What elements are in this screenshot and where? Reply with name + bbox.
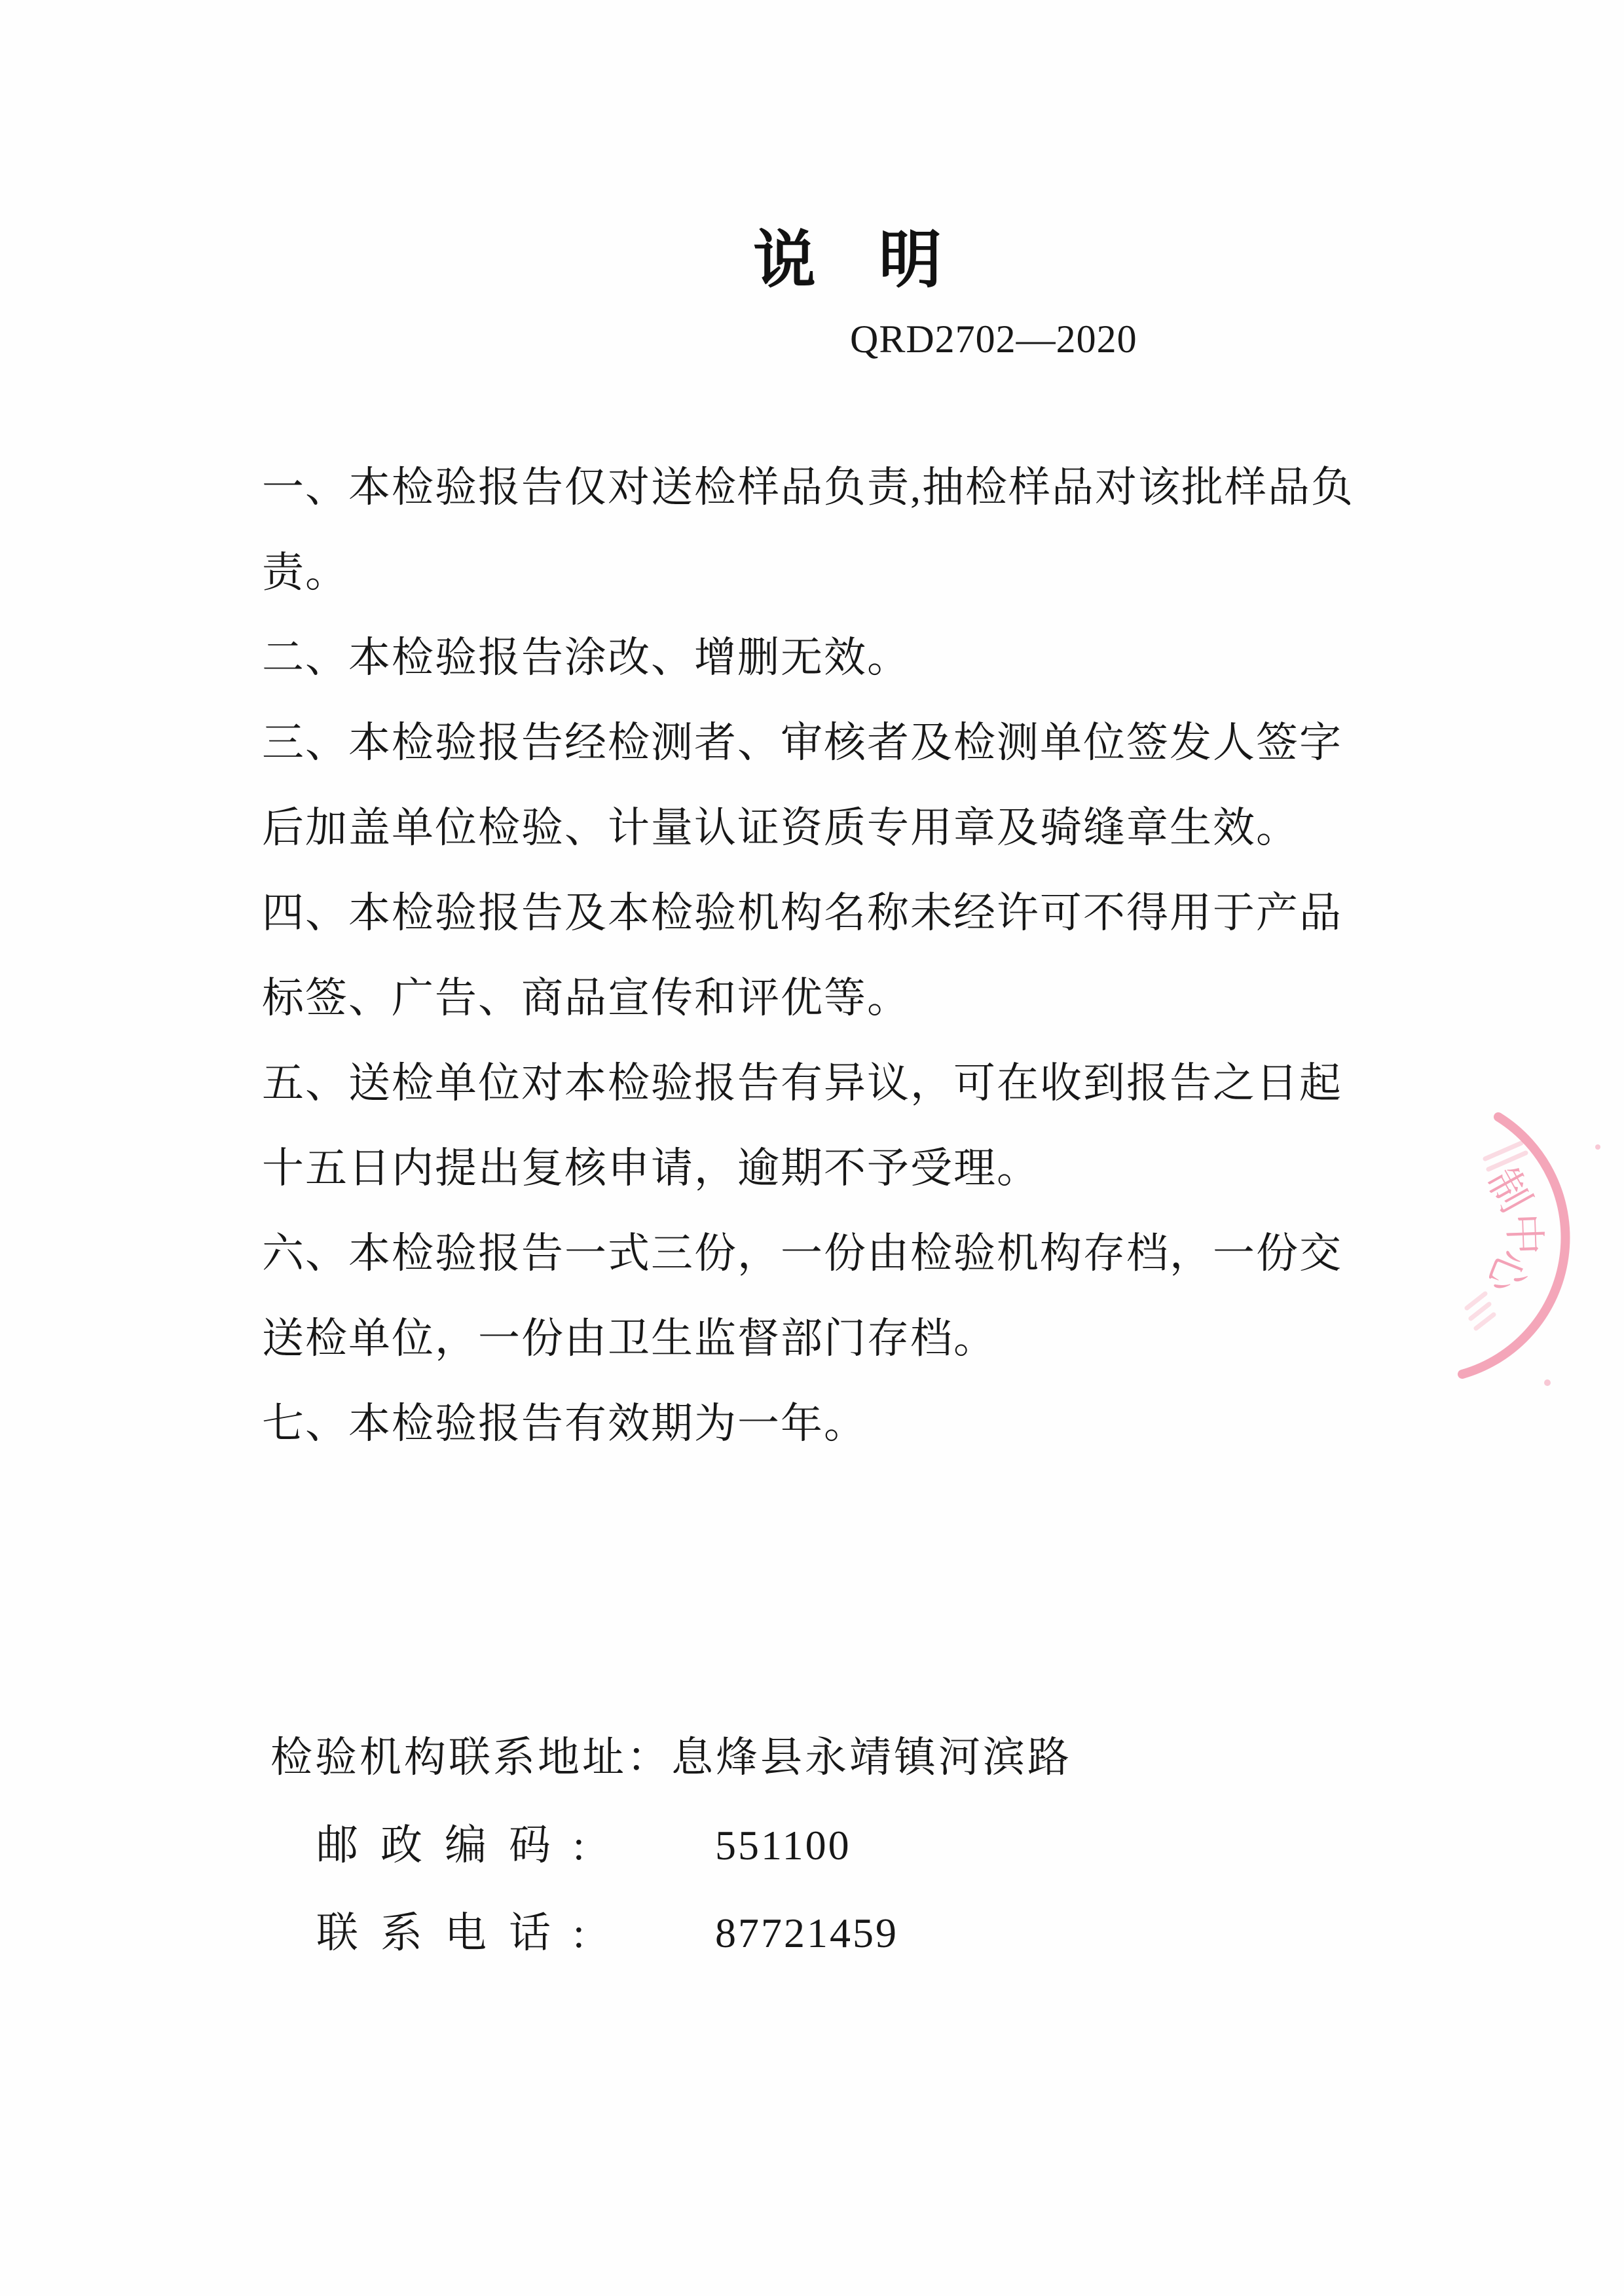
stamp-char: 中 (1500, 1212, 1548, 1256)
contact-address-row (262, 1714, 1378, 1802)
stamp-seal (1401, 1061, 1624, 1401)
contact-postal-value: 551100 (715, 1822, 851, 1868)
stamp-char: 心 (1478, 1243, 1537, 1300)
note-line: 四、本检验报告及本检验机构名称未经许可不得用于产品 (262, 890, 1342, 936)
contact-address-value: 息烽县永靖镇河滨路 (671, 1734, 1072, 1781)
stamp-ink-speck (1595, 1144, 1600, 1150)
note-line: 五、送检单位对本检验报告有异议，可在收到报告之日起 (262, 1060, 1342, 1106)
stamp-char: 制 (1478, 1160, 1540, 1220)
note-line: 责。 (262, 549, 348, 596)
note-line: 后加盖单位检验、计量认证资质专用章及骑缝章生效。 (262, 805, 1299, 851)
note-line: 三、本检验报告经检测者、审核者及检测单位签发人签字 (262, 720, 1342, 766)
contact-phone-value: 87721459 (715, 1910, 898, 1956)
document-number: QRD2702—2020 (850, 318, 1137, 361)
note-line: 十五日内提出复核申请，逾期不予受理。 (262, 1145, 1040, 1192)
note-line: 标签、广告、商品宣传和评优等。 (262, 975, 910, 1021)
contact-address-label: 检验机构联系地址： (270, 1734, 671, 1781)
contact-phone-label: 联系电话: (316, 1910, 607, 1956)
contact-postal-row (262, 1802, 1378, 1889)
note-line: 一、本检验报告仅对送检样品负责,抽检样品对该批样品负 (262, 464, 1354, 511)
contact-phone-row (262, 1889, 1378, 1977)
stamp-faint-strokes-bottom (1467, 1294, 1494, 1328)
note-line: 六、本检验报告一式三份，一份由检验机构存档，一份交 (262, 1230, 1342, 1277)
note-line: 二、本检验报告涂改、增删无效。 (262, 634, 910, 681)
stamp-ink-speck (1544, 1379, 1551, 1386)
note-line: 送检单位，一份由卫生监督部门存档。 (262, 1315, 997, 1362)
notes-body (262, 445, 1378, 1467)
contact-postal-label: 邮政编码: (316, 1822, 607, 1868)
note-line: 七、本检验报告有效期为一年。 (262, 1400, 867, 1447)
contact-block (262, 1714, 1378, 1977)
page-title: 说明 (753, 225, 1005, 295)
